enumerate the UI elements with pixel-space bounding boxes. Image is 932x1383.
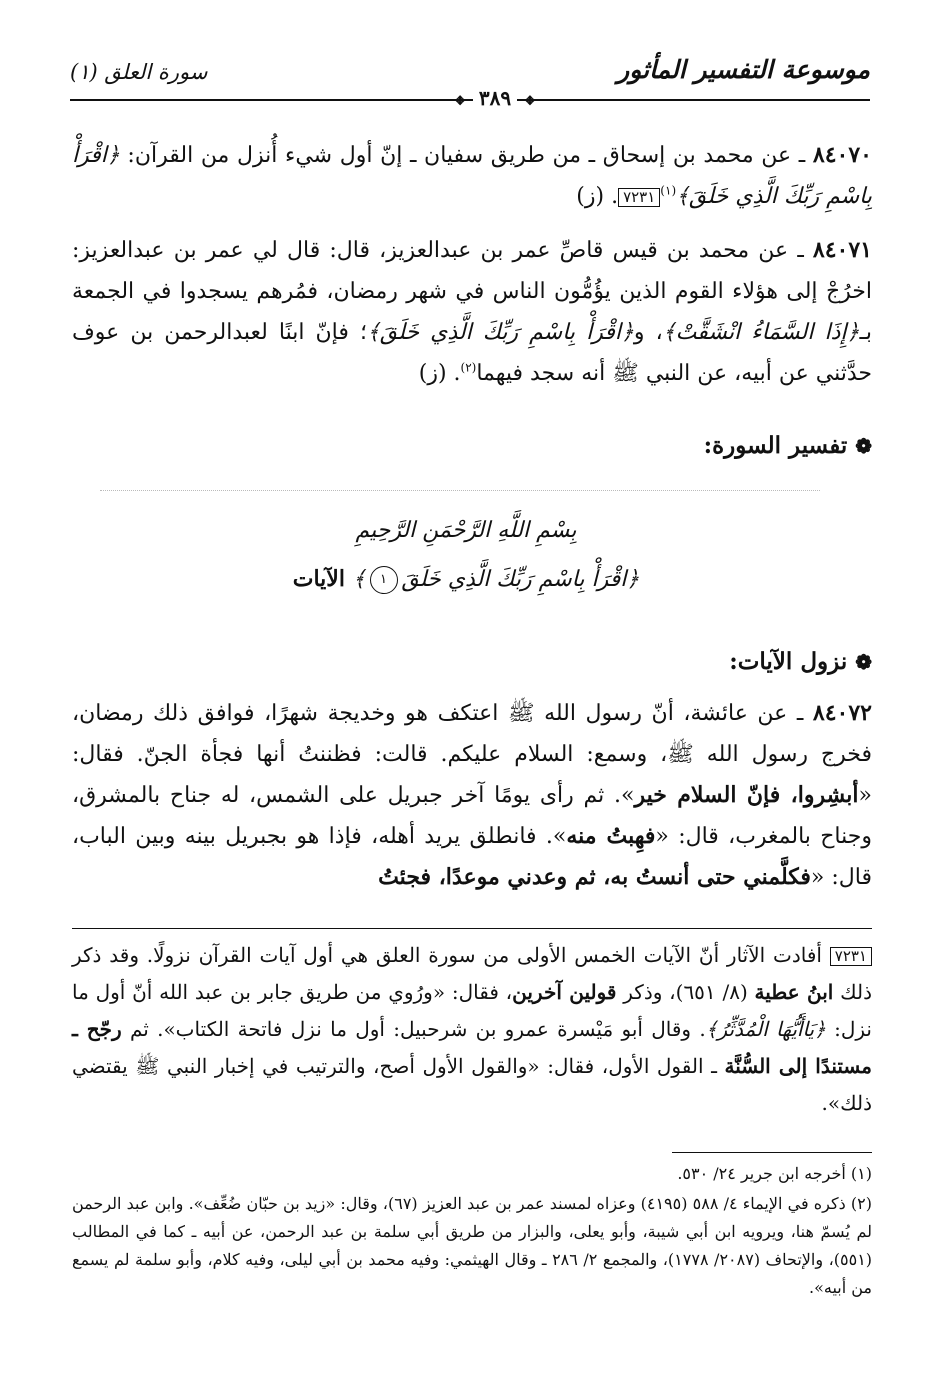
nuzul-heading-text: نزول الآيات: [729, 648, 848, 675]
source-code: . (ز) [418, 361, 461, 386]
footnote-mark: (١) [660, 183, 677, 198]
ornament-left: ❖ [454, 94, 466, 109]
entry-text: ؛ فإنّ ابنًا لعبدالرحمن بن عوف حدَّثني عن أبيه، عن النبي ﷺ أنه سجد فيهما [72, 320, 872, 386]
entry-84070 [72, 135, 872, 217]
ornament-right: ❖ [524, 94, 536, 109]
source-code: . (ز) [576, 184, 619, 209]
entry-text: ـ عن محمد بن إسحاق ـ من طريق سفيان ـ إنّ أول شيء أُنزل من القرآن: [119, 143, 813, 168]
flower-icon: ❁ [855, 650, 872, 674]
tafsir-heading-text: تفسير السورة: [703, 432, 848, 459]
footnote-2: (٢) ذكره في الإيماء ٤/ ٥٨٨ (٤١٩٥) وعزاه لمسند عمر بن عبد العزيز (٦٧)، وقال: «زيد بن حبّان ضُعِّف». وابن عبد الرحمن لم يُسمّ هنا، ويرويه ابن أبي شيبة، وأبو يعلى، والبزار من طريق أبي سلمة بن عبد الرحمن، عن أبيه ـ كما في المطالب (٥٥١)، والإتحاف (٢٠٨٧/ ١٧٧٨)، والمجمع ٢/ ٢٨٦ ـ وقال الهيثمي: وفيه محمد بن أبي ليلى، وفيه كلام، وأبو سلمة لم يسمع من أبيه». [72, 1194, 873, 1297]
commentary-text: ، فقال: «ورُوي من طريق جابر بن عبد الله أنّ أول ما نزل: [72, 980, 872, 1041]
page-number: ٣٨٩ [473, 86, 517, 110]
quran-verse: ﴿يَاأَيُّهَا الْمُدَّثِّرُ﴾ [705, 1017, 826, 1041]
entry-text: ـ عن محمد بن قيس قاصِّ عمر بن عبدالعزيز، قال: قال لي عمر بن عبدالعزيز: اخرُجْ إلى هؤلاء القوم الذين يؤُمُّون الناس في شهر رمضان، فمُرهم يسجدوا في الجمعة بـ [72, 238, 873, 345]
commentary-rule [72, 928, 872, 929]
entry-text: ، و [633, 320, 663, 345]
quran-verse: ﴿اقْرَأْ بِاسْمِ رَبِّكَ الَّذِي خَلَقَ﴾ [366, 320, 634, 345]
faint-divider [100, 490, 820, 491]
surah-title: سورة العلق (١) [70, 60, 208, 84]
hadith-quote: أبشِروا، فإنّ السلام خير [634, 782, 859, 808]
entry-text: ـ عن عائشة، أنّ رسول الله ﷺ اعتكف هو وخديجة شهرًا، فوافق ذلك رمضان، فخرج رسول الله ﷺ، وسمع: السلام عليكم. قالت: فظننتُ أنها فجأة الجنّ. فقال: « [72, 701, 872, 808]
commentary-text: (٨/ ٦٥١)، وذكر [616, 980, 755, 1004]
ayah-label: الآيات [292, 566, 353, 592]
nuzul-heading [729, 648, 872, 675]
quran-verse: ﴿إِذَا السَّمَاءُ انْشَقَّتْ﴾ [662, 320, 860, 345]
ayah-heading [200, 566, 732, 594]
page-number-box [420, 86, 570, 110]
hadith-quote: فهِبتُ منه [566, 823, 656, 849]
ayah-close: ﴾ [352, 567, 366, 592]
basmala: بِسْمِ اللَّهِ الرَّحْمَنِ الرَّحِيمِ [355, 518, 577, 543]
book-title: موسوعة التفسير المأثور [617, 55, 870, 84]
running-header [70, 55, 870, 110]
tafsir-heading [704, 432, 872, 459]
footnote-mark: (٢) [460, 360, 477, 375]
commentary-text: أفادت الآثار أنّ الآيات الخمس الأولى من سورة العلق هي أول آيات القرآن نزولًا. وقد ذكر ذلك [72, 943, 872, 1004]
commentary-text: ـ القول الأول، فقال: «والقول الأول أصح، والترتيب في إخبار النبي ﷺ يقتضي ذلك». [72, 1054, 872, 1115]
commentary-bold: رجّح ـ مستندًا إلى السُّنَّة [72, 1017, 872, 1078]
footnote-1: (١) أخرجه ابن جرير ٢٤/ ٥٣٠. [677, 1164, 872, 1183]
entry-number: ٨٤٠٧٠ [812, 142, 872, 168]
commentary-block [72, 937, 872, 1122]
quran-verse: ﴿اقْرَأْ بِاسْمِ رَبِّكَ الَّذِي خَلَقَ﴾ [72, 143, 872, 209]
commentary-bold: ابنُ عطية [754, 980, 834, 1004]
footnote-rule [672, 1152, 872, 1153]
entry-number: ٨٤٠٧١ [812, 237, 872, 263]
entry-84072 [72, 693, 872, 898]
ayah-number-circle: ١ [370, 566, 398, 594]
entry-text: ». فانطلق يريد أهله، فإذا هو بجبريل بينه وبين الباب، قال: « [72, 824, 872, 890]
commentary-ref-box: ٧٢٣١ [618, 188, 660, 207]
commentary-bold: قولين آخرين [512, 980, 617, 1004]
entry-number: ٨٤٠٧٢ [812, 700, 872, 726]
entry-84071 [72, 230, 872, 394]
commentary-text: . وقال أبو مَيْسرة عمرو بن شرحبيل: أول ما نزل فاتحة الكتاب». ثم [121, 1017, 706, 1041]
flower-icon: ❁ [855, 434, 872, 458]
hadith-quote: فكلَّمني حتى أنستُ به، ثم وعدني موعدًا، فجئتُ [378, 864, 811, 890]
commentary-ref-box: ٧٢٣١ [830, 947, 872, 966]
ayah-text: ﴿اقْرَأْ بِاسْمِ رَبِّكَ الَّذِي خَلَقَ [401, 567, 640, 592]
entry-text: ». ثم رأى يومًا آخر جبريل على الشمس، له جناح بالمشرق، وجناح بالمغرب، قال: « [72, 783, 872, 849]
